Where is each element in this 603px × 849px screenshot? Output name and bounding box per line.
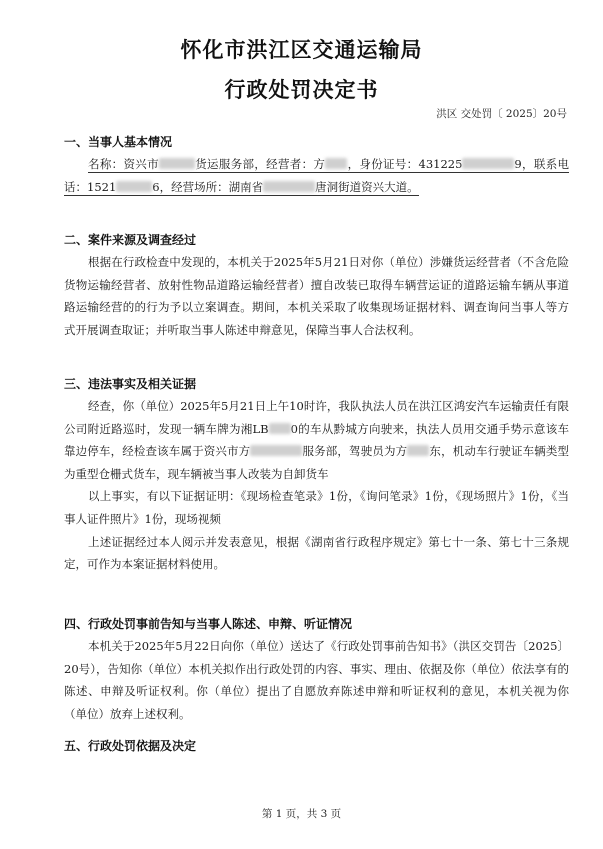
- section-4-heading: 四、行政处罚事前告知与当事人陈述、申辩、听证情况: [64, 617, 353, 631]
- evidence-list-paragraph: 以上事实，有以下证据证明：《现场检查笔录》1份，《询问笔录》1份，《现场照片》1份，《当事人证件照片》1份，现场视频: [64, 489, 569, 526]
- section-4-body: [64, 635, 569, 725]
- violation-facts-paragraph: 经查，你（单位）2025年5月21日上午10时许，我队执法人员在洪江区鸿安汽车运输责任有限公司附近路巡时，发现一辆车牌为湘LB 0的车从黔城方向驶来，执法人员用交通手势示意该车靠边停车，经检查该车属于资兴市方 服务部，驾驶员为方 东，机动车行驶证车辆类型为重型仓栅式货车，现车辆被当事人改装为自卸货车: [64, 399, 570, 481]
- redaction-mark: [325, 158, 347, 169]
- redaction-mark: [116, 181, 152, 192]
- notification-paragraph: 本机关于2025年5月22日向你（单位）送达了《行政处罚事前告知书》（洪区交罚告〔2025〕20号），告知你（单位）本机关拟作出行政处罚的内容、事实、理由、依据及你（单位）依法享有的陈述、申辩及听证权利。你（单位）提出了自愿放弃陈述申辩和听证权利的意见，本机关视为你（单位）放弃上述权利。: [64, 639, 569, 721]
- party-info-paragraph: [64, 153, 569, 198]
- section-3-body: [64, 395, 569, 576]
- page-number: 第 1 页，共 3 页: [261, 808, 342, 820]
- section-2-heading: 二、案件来源及调查经过: [64, 233, 197, 247]
- section-1-heading: 一、当事人基本情况: [64, 135, 173, 149]
- section-3-heading: 三、违法事实及相关证据: [64, 377, 197, 391]
- agency-title: 怀化市洪江区交通运输局: [180, 38, 423, 62]
- redaction-mark: [159, 158, 195, 169]
- section-1-body: [64, 153, 569, 198]
- redaction-mark: [407, 445, 429, 456]
- redaction-mark: [462, 158, 514, 169]
- redaction-mark: [263, 181, 315, 192]
- document-number: 洪区 交处罚〔 2025〕20号: [436, 108, 567, 120]
- redaction-mark: [250, 445, 302, 456]
- evidence-confirm-paragraph: 上述证据经过本人阅示并发表意见，根据《湖南省行政程序规定》第七十一条、第七十三条规定，可作为本案证据材料使用。: [64, 534, 569, 572]
- case-source-paragraph: 根据在行政检查中发现的，本机关于2025年5月21日对你（单位）涉嫌货运经营者（不含危险货物运输经营者、放射性物品道路运输经营者）擅自改装已取得车辆营运证的道路运输车辆从事道路运输经营的的行为予以立案调查。期间，本机关采取了收集现场证据材料、调查询问当事人等方式开展调查取证；并听取当事人陈述申辩意见，保障当事人合法权利。: [64, 255, 569, 337]
- document-title: 行政处罚决定书: [224, 78, 379, 102]
- section-5-heading: 五、行政处罚依据及决定: [64, 739, 197, 753]
- party-name-text: 名称：资兴市 货运服务部，经营者：方 ，身份证号：431225 9，联系电话：1521 6，经营场所：湖南省 唐洞街道资兴大道。: [64, 157, 570, 194]
- redaction-mark: [269, 423, 291, 434]
- section-2-body: [64, 251, 569, 341]
